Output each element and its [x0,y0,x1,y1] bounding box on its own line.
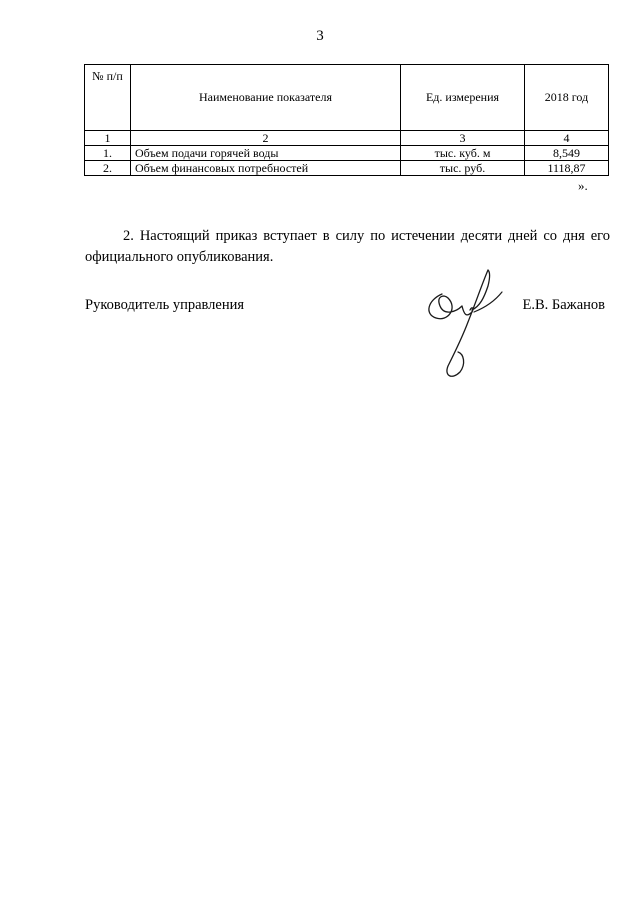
header-name: Наименование показателя [131,65,401,131]
signatory-title: Руководитель управления [85,297,245,313]
column-numbers-row [85,131,609,146]
closing-quote: ». [578,178,588,193]
column-number: 1 [85,131,131,146]
table-row [85,146,609,161]
row-unit: тыс. куб. м [401,146,525,161]
table-row [85,161,609,176]
row-name: Объем подачи горячей воды [131,146,401,161]
column-number: 2 [131,131,401,146]
column-number: 3 [401,131,525,146]
page-number: 3 [316,28,324,44]
row-value: 1118,87 [525,161,609,176]
row-value: 8,549 [525,146,609,161]
order-paragraph [85,226,610,268]
paragraph-line: 2. Настоящий приказ вступает в силу по истечении десяти дней со дня его [123,228,610,244]
handwritten-signature [418,262,528,384]
row-name: Объем финансовых потребностей [131,161,401,176]
row-num: 2. [85,161,131,176]
indicators-table [84,64,609,176]
column-number: 4 [525,131,609,146]
header-year: 2018 год [525,65,609,131]
row-unit: тыс. руб. [401,161,525,176]
paragraph-line: официального опубликования. [85,249,274,265]
table-header-row [85,65,609,131]
row-num: 1. [85,146,131,161]
signatory-name: Е.В. Бажанов [522,297,605,313]
header-unit: Ед. измерения [401,65,525,131]
header-num: № п/п [85,65,131,131]
